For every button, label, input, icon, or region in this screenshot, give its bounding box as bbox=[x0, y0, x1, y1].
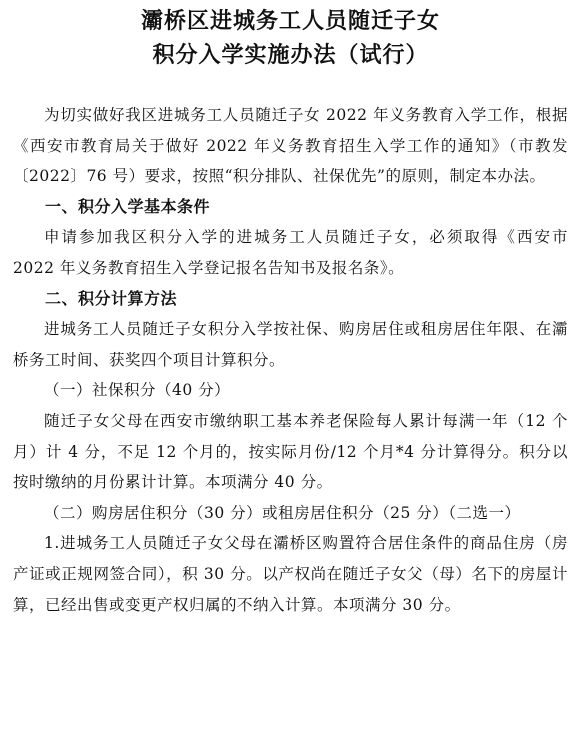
subsection-heading-2: （二）购房居住积分（30 分）或租房居住积分（25 分）（二选一） bbox=[44, 503, 521, 522]
subsection-2-paragraph: 1.进城务工人员随迁子女父母在灞桥区购置符合居住条件的商品住房（房产证或正规网签合同），积 30 分。以产权尚在随迁子女父（母）名下的房屋计算，已经出售或变更产权归属的不纳入计算。本项满分 30 分。 bbox=[13, 534, 568, 614]
section-heading-1: 一、积分入学基本条件 bbox=[45, 196, 211, 216]
subsection-1-paragraph: 随迁子女父母在西安市缴纳职工基本养老保险每人累计每满一年（12 个月）计 4 分，不足 12 个月的，按实际月份/12 个月*4 分计算得分。积分以按时缴纳的月份累计计算。本项满分 40 分。 bbox=[13, 411, 568, 492]
document-title-line-2: 积分入学实施办法（试行） bbox=[152, 42, 429, 68]
section-heading-2: 二、积分计算方法 bbox=[45, 288, 178, 308]
section-1-paragraph: 申请参加我区积分入学的进城务工人员随迁子女，必须取得《西安市 2022 年义务教育招生入学登记报名告知书及报名条》。 bbox=[13, 228, 568, 277]
section-2-paragraph: 进城务工人员随迁子女积分入学按社保、购房居住或租房居住年限、在灞桥务工时间、获奖四个项目计算积分。 bbox=[13, 320, 568, 369]
subsection-heading-1: （一）社保积分（40 分） bbox=[44, 381, 231, 400]
intro-paragraph: 为切实做好我区进城务工人员随迁子女 2022 年义务教育入学工作，根据《西安市教育局关于做好 2022 年义务教育招生入学工作的通知》（市教发〔2022〕76 号）要求，按照“积分排队、社保优先”的原则，制定本办法。 bbox=[13, 106, 568, 186]
document-title-line-1: 灞桥区进城务工人员随迁子女 bbox=[140, 8, 440, 34]
document-body bbox=[13, 100, 568, 620]
